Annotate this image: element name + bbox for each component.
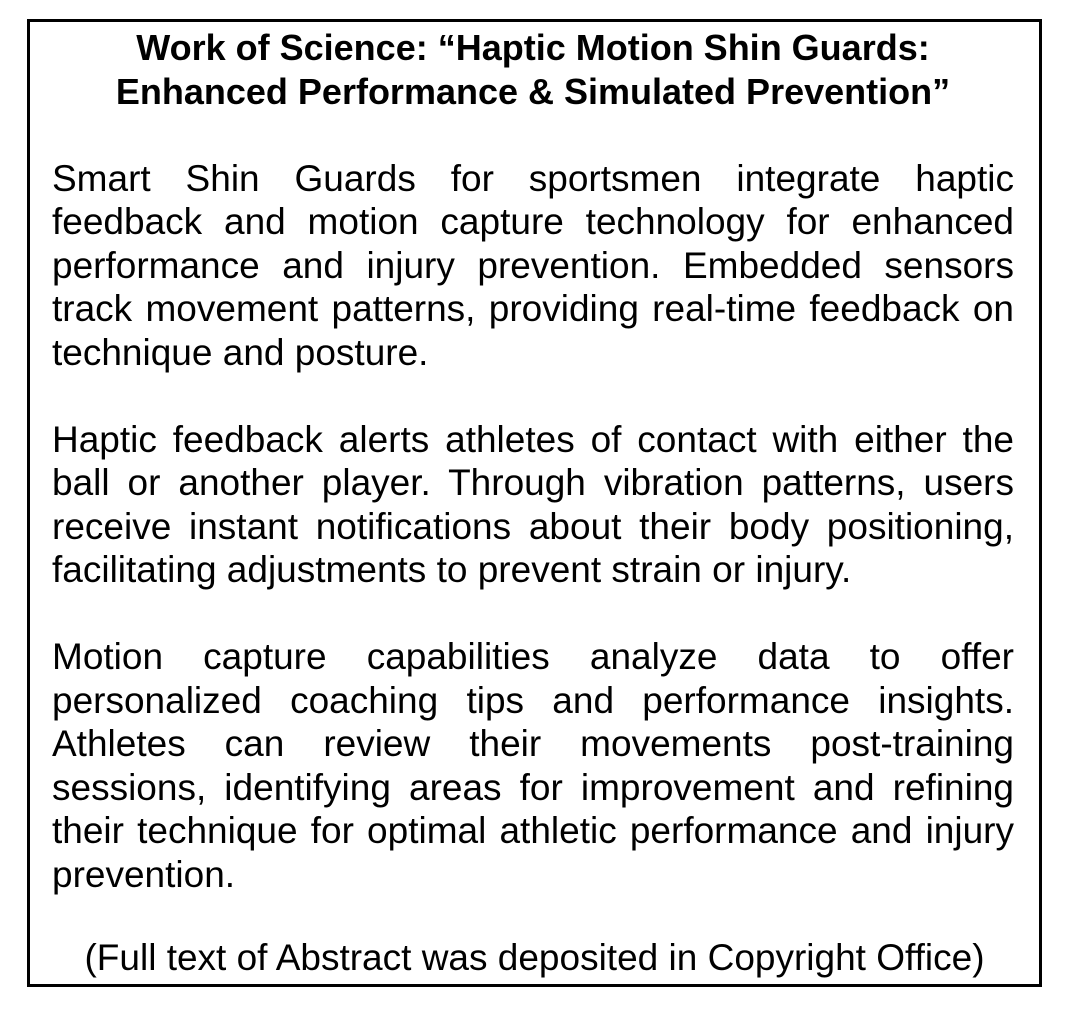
abstract-paragraph-1: Smart Shin Guards for sportsmen integrate haptic feedback and motion capture technology for enhanced performance and injury prevention. Embedded sensors track movement patterns, providing real-time feedback on technique and posture. <box>52 157 1014 373</box>
document-title-line-1: Work of Science: “Haptic Motion Shin Guards: <box>136 27 930 68</box>
copyright-deposit-note: (Full text of Abstract was deposited in Copyright Office) <box>84 936 985 978</box>
document-title <box>52 26 1014 113</box>
document-title-line-2: Enhanced Performance & Simulated Prevention” <box>115 70 951 112</box>
abstract-paragraph-3: Motion capture capabilities analyze data to offer personalized coaching tips and performance insights. Athletes can review their movements post-training sessions, identifying areas for improvement and refining their technique for optimal athletic performance and injury prevention. <box>52 636 1014 895</box>
abstract-paragraph-2: Haptic feedback alerts athletes of contact with either the ball or another player. Through vibration patterns, users receive instant notifications about their body positioning, facilitating adjustments to prevent strain or injury. <box>52 418 1014 590</box>
document-border-box <box>27 19 1042 987</box>
